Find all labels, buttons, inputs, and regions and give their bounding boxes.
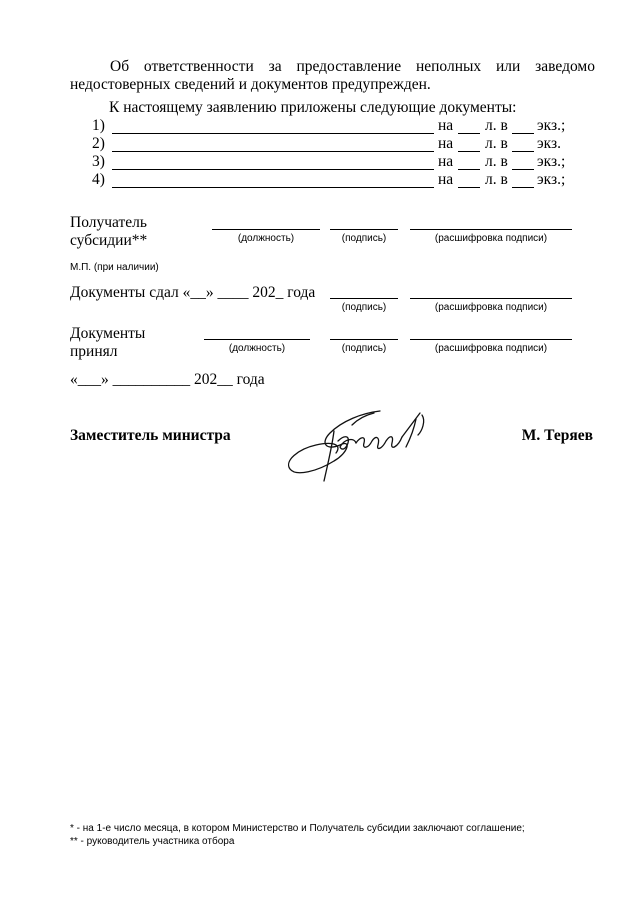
attachment-copies-field[interactable] — [512, 187, 534, 188]
submitted-decoding-field[interactable] — [410, 298, 572, 299]
recipient-decoding-field[interactable] — [410, 229, 572, 230]
recipient-decoding-caption: (расшифровка подписи) — [434, 233, 548, 244]
attachment-number: 3) — [92, 153, 105, 170]
attachments-intro: К настоящему заявлению приложены следующие документы: — [109, 99, 517, 116]
attachment-lv: л. в — [485, 153, 508, 170]
footnote-2: ** - руководитель участника отбора — [70, 836, 235, 847]
attachment-number: 4) — [92, 171, 105, 188]
recipient-signature-field[interactable] — [330, 229, 398, 230]
attachment-copies-field[interactable] — [512, 169, 534, 170]
accepted-position-field[interactable] — [204, 339, 310, 340]
attachment-pages-field[interactable] — [458, 169, 480, 170]
attachment-pages-field[interactable] — [458, 133, 480, 134]
attachment-na: на — [438, 135, 454, 152]
responsibility-line-2: недостоверных сведений и документов предупрежден. — [70, 76, 431, 93]
responsibility-line-1: Об ответственности за предоставление неполных или заведомо — [110, 58, 595, 75]
attachment-copies-field[interactable] — [512, 133, 534, 134]
attachment-ekz: экз.; — [537, 153, 566, 170]
recipient-position-field[interactable] — [212, 229, 320, 230]
attachment-na: на — [438, 153, 454, 170]
attachment-ekz: экз. — [537, 135, 561, 152]
handwritten-signature — [282, 405, 448, 491]
attachment-na: на — [438, 117, 454, 134]
attachment-pages-field[interactable] — [458, 187, 480, 188]
signatory-title: Заместитель министра — [70, 427, 231, 444]
submitted-signature-field[interactable] — [330, 298, 398, 299]
attachment-lv: л. в — [485, 171, 508, 188]
accepted-label-line-1: Документы — [70, 325, 146, 342]
submitted-text: Документы сдал «__» ____ 202_ года — [70, 284, 316, 301]
attachment-pages-field[interactable] — [458, 151, 480, 152]
accepted-signature-field[interactable] — [330, 339, 398, 340]
attachment-na: на — [438, 171, 454, 188]
stamp-note: М.П. (при наличии) — [70, 262, 159, 273]
accepted-decoding-field[interactable] — [410, 339, 572, 340]
footnote-1: * - на 1-е число месяца, в котором Министерство и Получатель субсидии заключают соглашение; — [70, 823, 525, 834]
attachment-name-field[interactable] — [112, 151, 434, 152]
submitted-decoding-caption: (расшифровка подписи) — [434, 302, 548, 313]
submitted-signature-caption: (подпись) — [341, 302, 387, 313]
accepted-label-line-2: принял — [70, 343, 118, 360]
accepted-decoding-caption: (расшифровка подписи) — [434, 343, 548, 354]
attachment-name-field[interactable] — [112, 133, 434, 134]
recipient-label-line-1: Получатель — [70, 214, 147, 231]
recipient-signature-caption: (подпись) — [341, 233, 387, 244]
attachment-lv: л. в — [485, 135, 508, 152]
attachment-ekz: экз.; — [537, 117, 566, 134]
accepted-signature-caption: (подпись) — [341, 343, 387, 354]
attachment-name-field[interactable] — [112, 169, 434, 170]
attachment-name-field[interactable] — [112, 187, 434, 188]
attachment-lv: л. в — [485, 117, 508, 134]
recipient-position-caption: (должность) — [237, 233, 295, 244]
accepted-date: «___» __________ 202__ года — [70, 371, 265, 388]
recipient-label-line-2: субсидии** — [70, 232, 148, 249]
accepted-position-caption: (должность) — [228, 343, 286, 354]
attachment-number: 1) — [92, 117, 105, 134]
attachment-copies-field[interactable] — [512, 151, 534, 152]
signatory-name: М. Теряев — [521, 427, 593, 444]
attachment-number: 2) — [92, 135, 105, 152]
attachment-ekz: экз.; — [537, 171, 566, 188]
